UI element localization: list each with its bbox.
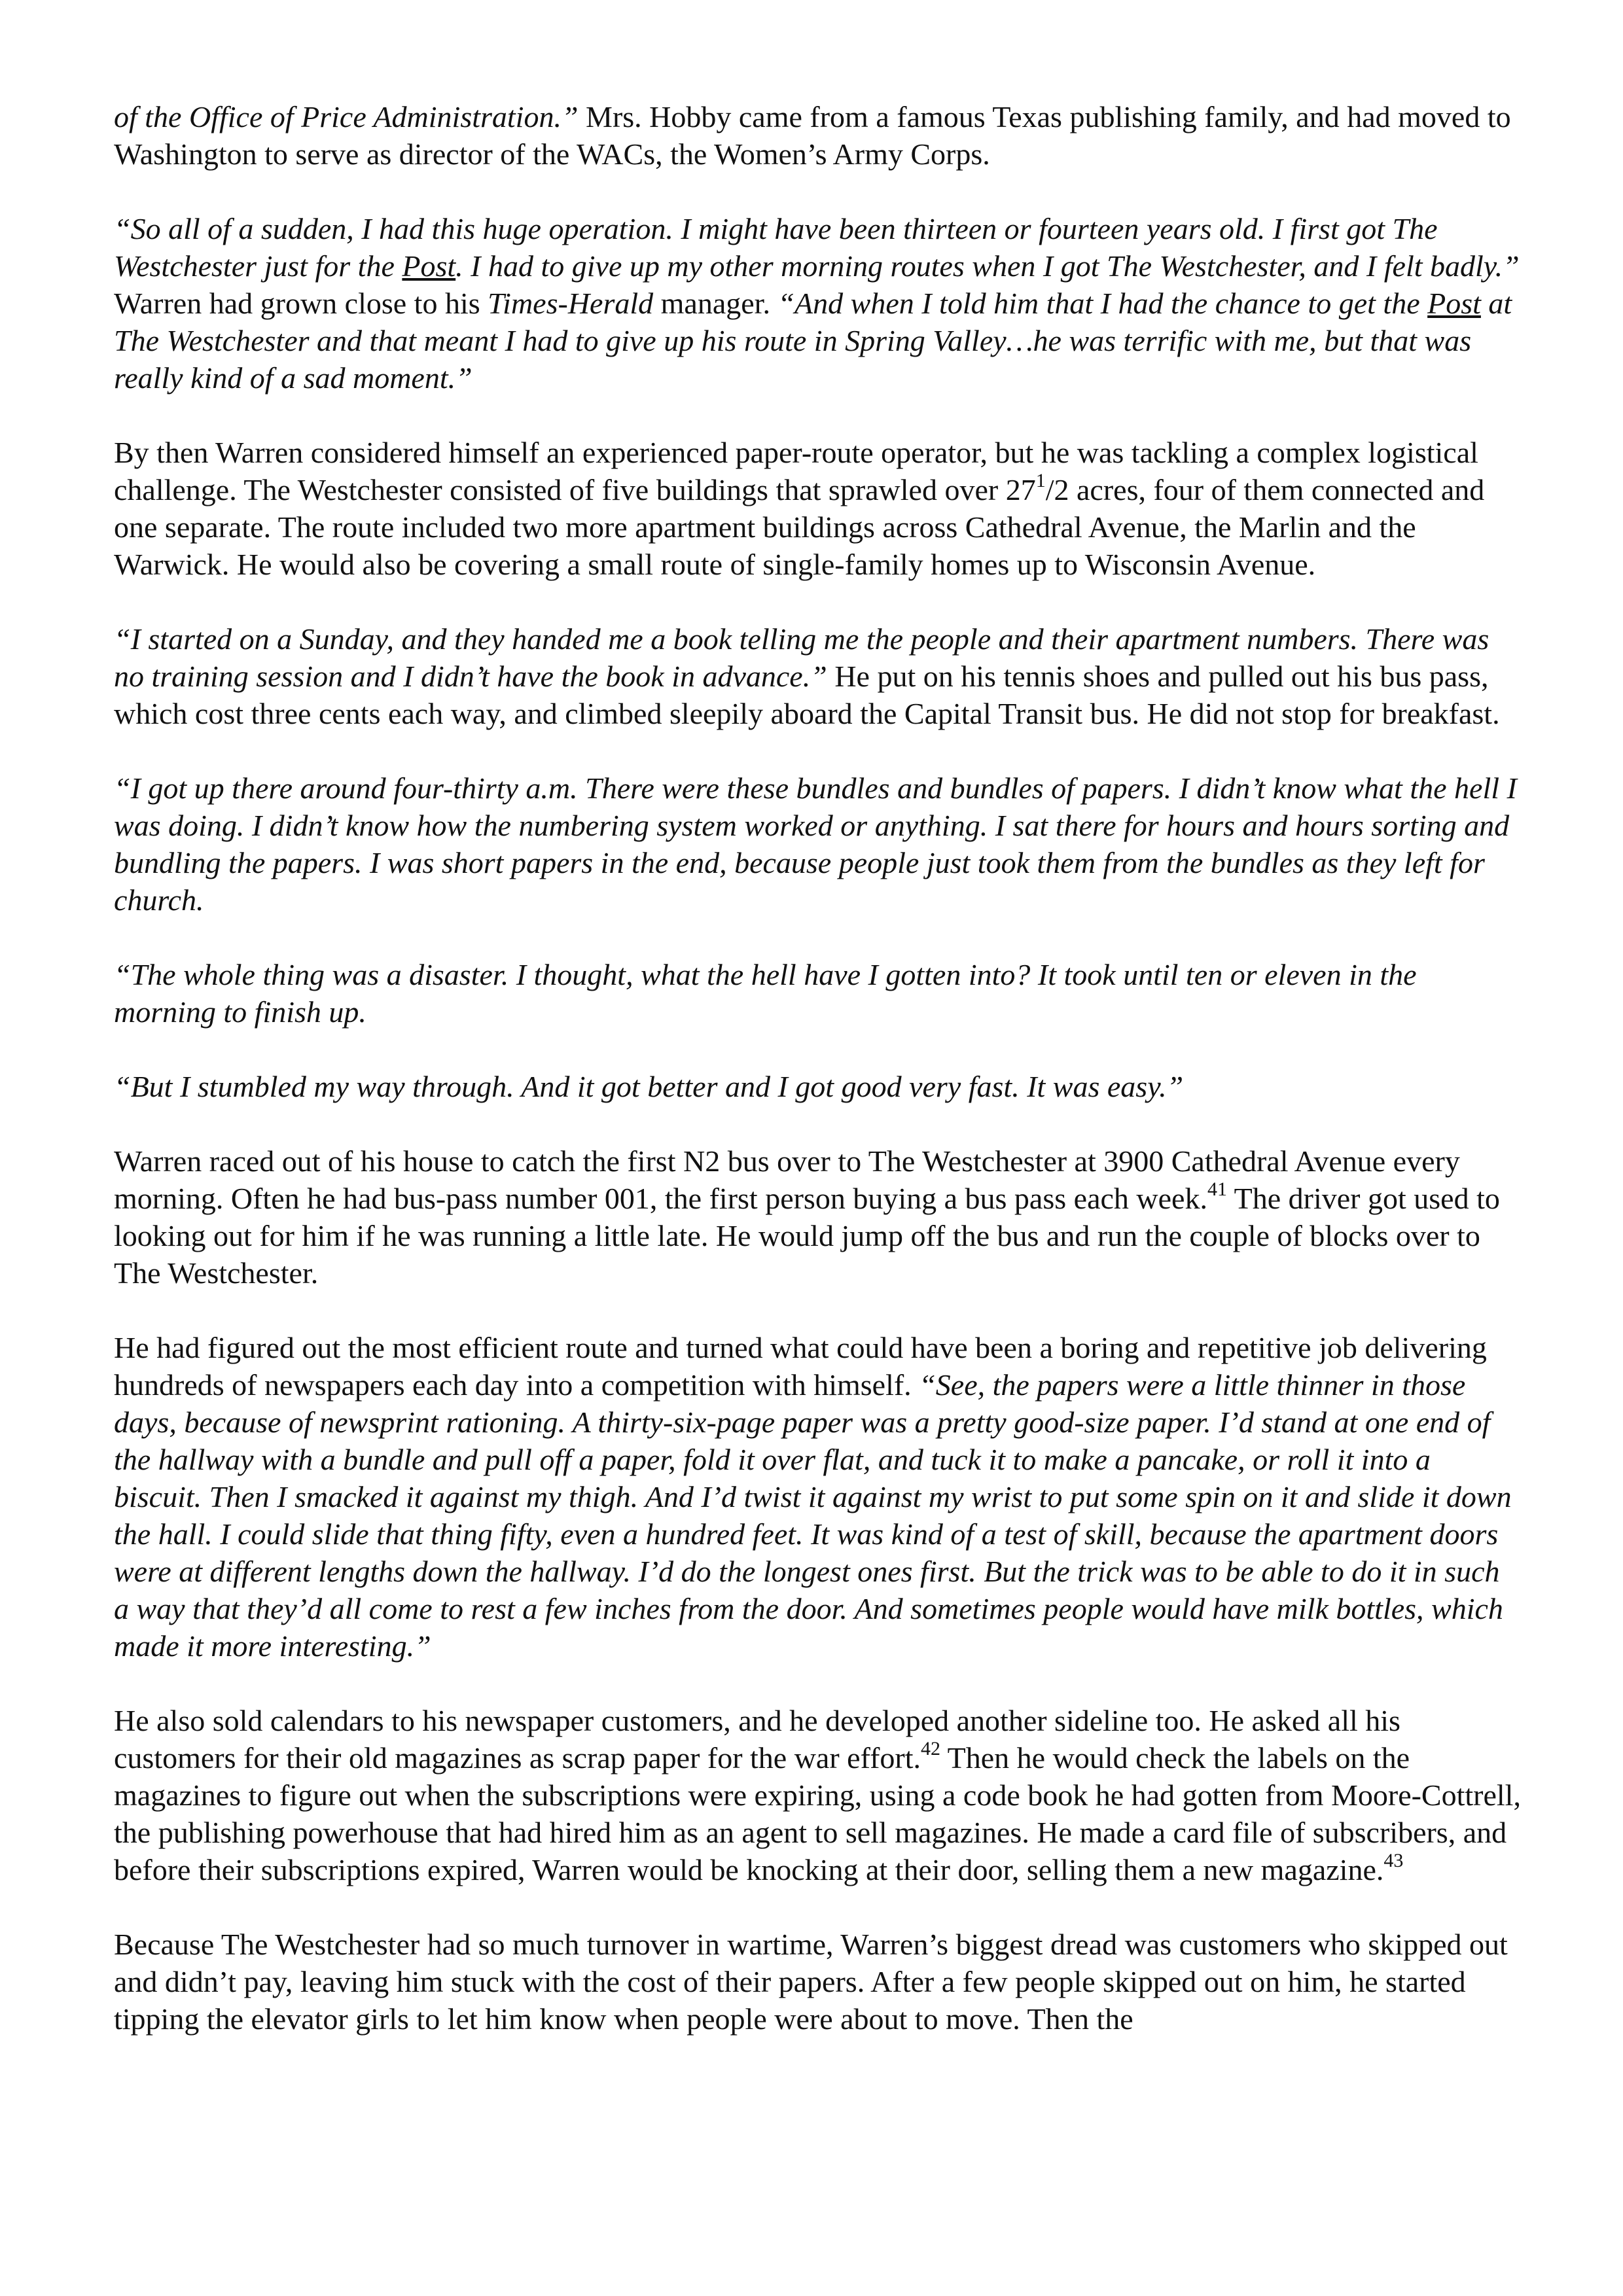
body-paragraph xyxy=(114,1142,1521,1292)
quoted-text: “I got up there around four-thirty a.m. There were these bundles and bundles of papers. I didn’t know what the hell I was doing. I didn’t know how the numbering system worked or anything. I sat there for hours and hours sorting and bundling the papers. I was short papers in the end, because people just took them from the bundles as they left for church. xyxy=(114,771,1517,917)
text-run: Mrs. Hobby came from a famous Texas publishing family, and had moved to Washington to serve as director of the WACs, the Women’s Army Corps. xyxy=(114,100,1511,171)
quoted-text: “So all of a sudden, I had this huge operation. I might have been thirteen or fourteen years old. I first got The Westchester just for the xyxy=(114,212,1438,283)
text-run: Warren raced out of his house to catch the first N2 bus over to The Westchester at 3900 Cathedral Avenue every morning. Often he had bus-pass number 001, the first person buying a bus pass each week. xyxy=(114,1144,1460,1215)
text-run: By then Warren considered himself an experienced paper-route operator, but he was tackling a complex logistical challenge. The Westchester consisted of five buildings that sprawled over 27 xyxy=(114,436,1478,506)
quoted-text: “But I stumbled my way through. And it got better and I got good very fast. It was easy.” xyxy=(114,1070,1184,1103)
underlined-title: Post xyxy=(1427,287,1481,320)
footnote-marker: 43 xyxy=(1383,1850,1404,1871)
quoted-text: “See, the papers were a little thinner in those days, because of newsprint rationing. A thirty-six-page paper was a pretty good-size paper. I’d stand at one end of the hallway with a bundle and pull off a paper, fold it over flat, and tuck it to make a pancake, or roll it into a biscuit. Then I smacked it against my thigh. And I’d twist it against my wrist to put some spin on it and slide it down the hall. I could slide that thing fifty, even a hundred feet. It was kind of a test of skill, because the apartment doors were at different lengths down the hallway. I’d do the longest ones first. But the trick was to be able to do it in such a way that they’d all come to rest a few inches from the door. And sometimes people would have milk bottles, which made it more interesting.” xyxy=(114,1368,1512,1663)
text-run: Because The Westchester had so much turnover in wartime, Warren’s biggest dread was customers who skipped out and didn’t pay, leaving him stuck with the cost of their papers. After a few people skipped out on him, he started tipping the elevator girls to let him know when people were about to move. Then the xyxy=(114,1928,1508,2036)
body-paragraph xyxy=(114,98,1521,173)
quoted-text: at The Westchester and that meant I had to give up his route in Spring Valley…he was terrific with me, but that was really kind of a sad moment.” xyxy=(114,287,1512,395)
body-paragraph xyxy=(114,1068,1521,1105)
underlined-title: Post xyxy=(402,249,456,283)
text-run: He put on his tennis shoes and pulled out his bus pass, which cost three cents each way, and climbed sleepily aboard the Capital Transit bus. He did not stop for breakfast. xyxy=(114,660,1500,730)
quoted-text: “I started on a Sunday, and they handed me a book telling me the people and their apartment numbers. There was no training session and I didn’t have the book in advance.” xyxy=(114,622,1489,693)
quoted-text: . I had to give up my other morning routes when I got The Westchester, and I felt badly.” xyxy=(455,249,1520,283)
body-paragraph xyxy=(114,434,1521,583)
body-paragraph xyxy=(114,1702,1521,1888)
text-run: He also sold calendars to his newspaper customers, and he developed another sideline too. He asked all his customers for their old magazines as scrap paper for the war effort. xyxy=(114,1704,1400,1775)
text-run: He had figured out the most efficient route and turned what could have been a boring and repetitive job delivering hundreds of newspapers each day into a competition with himself. xyxy=(114,1331,1487,1402)
quoted-text: Times-Herald xyxy=(488,287,654,320)
footnote-marker: 1 xyxy=(1035,470,1046,491)
document-page xyxy=(114,98,1521,2038)
body-paragraph xyxy=(114,1329,1521,1665)
footnote-marker: 41 xyxy=(1207,1178,1227,1200)
body-paragraph xyxy=(114,620,1521,732)
quoted-text: “And when I told him that I had the chance to get the xyxy=(777,287,1428,320)
text-run: manager. xyxy=(653,287,778,320)
body-paragraph xyxy=(114,210,1521,397)
quoted-text: of the Office of Price Administration.” xyxy=(114,100,579,133)
quoted-text: “The whole thing was a disaster. I thought, what the hell have I gotten into? It took until ten or eleven in the morning to finish up. xyxy=(114,958,1417,1029)
body-paragraph xyxy=(114,956,1521,1031)
text-run: Then he would check the labels on the magazines to figure out when the subscriptions were expiring, using a code book he had gotten from Moore-Cottrell, the publishing powerhouse that had hired him as an agent to sell magazines. He made a card file of subscribers, and before their subscriptions expired, Warren would be knocking at their door, selling them a new magazine. xyxy=(114,1741,1521,1886)
body-paragraph xyxy=(114,1926,1521,2038)
footnote-marker: 42 xyxy=(921,1738,940,1759)
text-run: The driver got used to looking out for him if he was running a little late. He would jump off the bus and run the couple of blocks over to The Westchester. xyxy=(114,1182,1500,1290)
text-run: /2 acres, four of them connected and one separate. The route included two more apartment buildings across Cathedral Avenue, the Marlin and the Warwick. He would also be covering a small route of single-family homes up to Wisconsin Avenue. xyxy=(114,473,1485,581)
text-run: Warren had grown close to his xyxy=(114,287,488,320)
body-paragraph xyxy=(114,769,1521,919)
